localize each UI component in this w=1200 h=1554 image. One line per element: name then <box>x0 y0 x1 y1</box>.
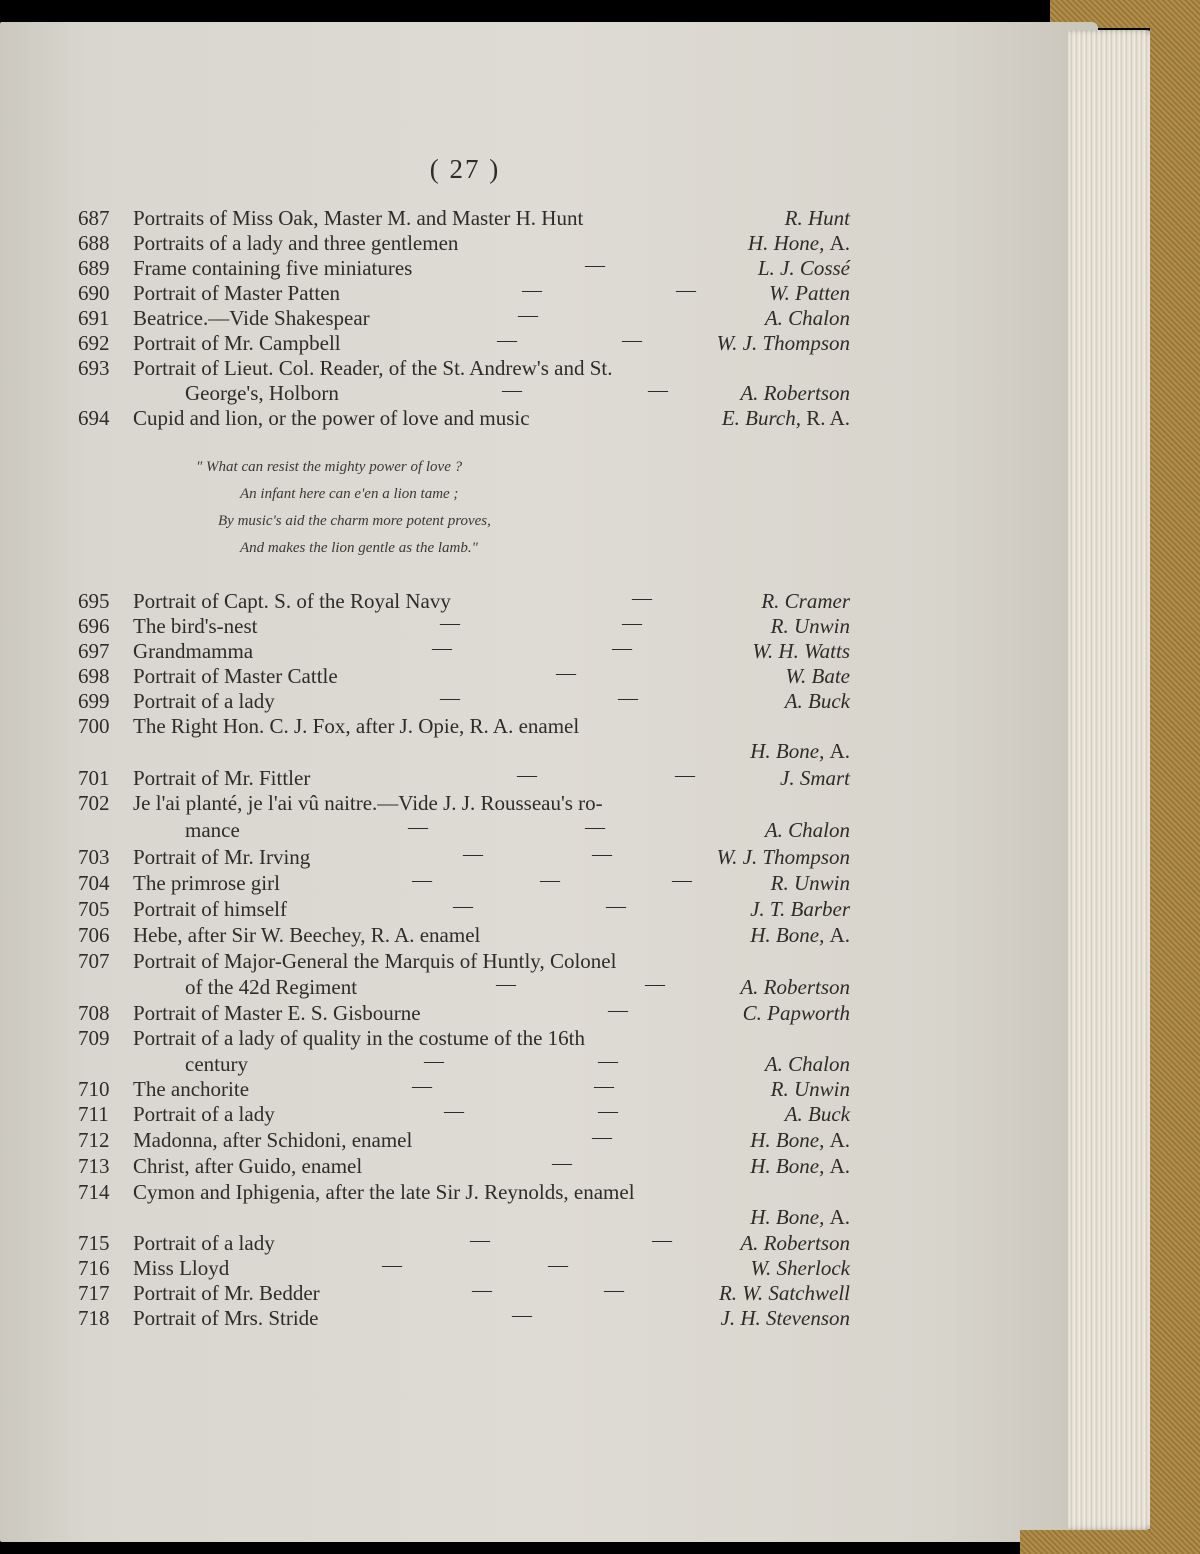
entry-title: The Right Hon. C. J. Fox, after J. Opie, R. A. enamel <box>133 714 580 738</box>
entry-title: Miss Lloyd <box>133 1256 230 1280</box>
entry-title: Madonna, after Schidoni, enamel <box>133 1128 413 1152</box>
dash-separator: — <box>424 1050 444 1072</box>
catalogue-entry <box>0 791 1068 819</box>
entry-number: 705 <box>78 897 110 921</box>
dash-separator: — <box>585 254 605 276</box>
entry-artist: C. Papworth <box>742 1001 850 1025</box>
dash-separator: — <box>440 612 460 634</box>
catalogue-entry-continued <box>0 739 1068 767</box>
dash-separator: — <box>440 687 460 709</box>
entry-number: 691 <box>78 306 110 330</box>
catalogue-entry <box>0 1154 1068 1182</box>
entry-number: 697 <box>78 639 110 663</box>
entry-title: Portrait of a lady of quality in the costume of the 16th <box>133 1026 585 1050</box>
entry-number: 702 <box>78 791 110 815</box>
entry-number: 717 <box>78 1281 110 1305</box>
entry-artist: A. Buck <box>784 1102 850 1126</box>
catalogue-entry <box>0 664 1068 692</box>
entry-artist: L. J. Cossé <box>757 256 850 280</box>
dash-separator: — <box>522 279 542 301</box>
entry-number: 707 <box>78 949 110 973</box>
dash-separator: — <box>606 895 626 917</box>
entry-artist: H. Bone, A. <box>750 739 850 763</box>
entry-number: 700 <box>78 714 110 738</box>
catalogue-entry-continued <box>0 381 1068 409</box>
dash-separator: — <box>648 379 668 401</box>
dash-separator: — <box>618 687 638 709</box>
entry-artist: W. J. Thompson <box>716 331 850 355</box>
dash-separator: — <box>612 637 632 659</box>
dash-separator: — <box>608 999 628 1021</box>
entry-title: Portrait of Mr. Bedder <box>133 1281 320 1305</box>
catalogue-entry <box>0 714 1068 742</box>
entry-artist: J. Smart <box>780 766 850 790</box>
entry-artist: A. Robertson <box>740 1231 850 1255</box>
catalogue-entry <box>0 1026 1068 1054</box>
dash-separator: — <box>412 869 432 891</box>
catalogue-entry <box>0 1077 1068 1105</box>
entry-title: Portrait of Master Cattle <box>133 664 338 688</box>
dash-separator: — <box>502 379 522 401</box>
dash-separator: — <box>598 1050 618 1072</box>
entry-number: 713 <box>78 1154 110 1178</box>
entry-title: The bird's-nest <box>133 614 258 638</box>
book-cover-right <box>1150 0 1200 1554</box>
catalogue-entry <box>0 897 1068 925</box>
verse-line: By music's aid the charm more potent proves, <box>218 513 491 529</box>
page-number: ( 27 ) <box>429 154 501 184</box>
dash-separator: — <box>592 1126 612 1148</box>
entry-title: Christ, after Guido, enamel <box>133 1154 363 1178</box>
entry-artist: H. Hone, A. <box>747 231 850 255</box>
catalogue-entry <box>0 1281 1068 1309</box>
dash-separator: — <box>548 1254 568 1276</box>
verse-line: And makes the lion gentle as the lamb." <box>240 540 478 556</box>
dash-separator: — <box>472 1279 492 1301</box>
entry-artist: R. Unwin <box>770 871 850 895</box>
dash-separator: — <box>408 816 428 838</box>
dash-separator: — <box>453 895 473 917</box>
entry-title: Portraits of Miss Oak, Master M. and Master H. Hunt <box>133 206 584 230</box>
entry-artist: R. Unwin <box>770 1077 850 1101</box>
catalogue-entry <box>0 949 1068 977</box>
entry-number: 692 <box>78 331 110 355</box>
dash-separator: — <box>518 304 538 326</box>
dash-separator: — <box>652 1229 672 1251</box>
entry-title: The primrose girl <box>133 871 280 895</box>
page-edges <box>1068 30 1156 1530</box>
entry-artist: A. Robertson <box>740 975 850 999</box>
catalogue-entry-continued <box>0 1052 1068 1080</box>
entry-number: 693 <box>78 356 110 380</box>
entry-artist: R. Cramer <box>761 589 850 613</box>
entry-title-continued: of the 42d Regiment <box>185 975 358 999</box>
verse-line: " What can resist the mighty power of love ? <box>196 459 463 475</box>
entry-title: Portrait of Master E. S. Gisbourne <box>133 1001 421 1025</box>
entry-number: 694 <box>78 406 110 430</box>
entry-artist: A. Chalon <box>764 1052 850 1076</box>
entry-title: Portrait of Major-General the Marquis of Huntly, Colonel <box>133 949 617 973</box>
dash-separator: — <box>675 764 695 786</box>
entry-title: Portrait of a lady <box>133 1102 275 1126</box>
entry-title: Hebe, after Sir W. Beechey, R. A. enamel <box>133 923 481 947</box>
catalogue-entry <box>0 1306 1068 1334</box>
entry-number: 699 <box>78 689 110 713</box>
entry-artist: H. Bone, A. <box>750 923 850 947</box>
entry-artist: J. T. Barber <box>750 897 850 921</box>
entry-number: 714 <box>78 1180 110 1204</box>
catalogue-entry-continued <box>0 1205 1068 1233</box>
entry-artist: W. Sherlock <box>750 1256 850 1280</box>
entry-title: Portrait of Master Patten <box>133 281 341 305</box>
entry-number: 718 <box>78 1306 110 1330</box>
entry-title: Cupid and lion, or the power of love and music <box>133 406 530 430</box>
dash-separator: — <box>540 869 560 891</box>
dash-separator: — <box>444 1100 464 1122</box>
dash-separator: — <box>592 843 612 865</box>
dash-separator: — <box>463 843 483 865</box>
dash-separator: — <box>470 1229 490 1251</box>
entry-number: 716 <box>78 1256 110 1280</box>
entry-title: Portrait of Mr. Campbell <box>133 331 341 355</box>
catalogue-entry <box>0 1231 1068 1259</box>
dash-separator: — <box>594 1075 614 1097</box>
entry-number: 710 <box>78 1077 110 1101</box>
entry-number: 687 <box>78 206 110 230</box>
dash-separator: — <box>496 973 516 995</box>
entry-number: 689 <box>78 256 110 280</box>
dash-separator: — <box>622 329 642 351</box>
entry-number: 712 <box>78 1128 110 1152</box>
entry-artist: H. Bone, A. <box>750 1205 850 1229</box>
entry-number: 703 <box>78 845 110 869</box>
catalogue-entry <box>0 766 1068 794</box>
entry-number: 715 <box>78 1231 110 1255</box>
catalogue-entry <box>0 231 1068 259</box>
catalogue-entry <box>0 1256 1068 1284</box>
entry-title: Portrait of a lady <box>133 1231 275 1255</box>
entry-number: 708 <box>78 1001 110 1025</box>
verse-line: An infant here can e'en a lion tame ; <box>240 486 459 502</box>
entry-artist: W. J. Thompson <box>716 845 850 869</box>
catalogue-entry <box>0 871 1068 899</box>
dash-separator: — <box>382 1254 402 1276</box>
entry-artist: R. Hunt <box>784 206 850 230</box>
dash-separator: — <box>412 1075 432 1097</box>
entry-title: Portraits of a lady and three gentlemen <box>133 231 459 255</box>
entry-title: Portrait of Capt. S. of the Royal Navy <box>133 589 451 613</box>
dash-separator: — <box>632 587 652 609</box>
entry-number: 709 <box>78 1026 110 1050</box>
catalogue-entry <box>0 206 1068 234</box>
dash-separator: — <box>432 637 452 659</box>
entry-title: Beatrice.—Vide Shakespear <box>133 306 370 330</box>
catalogue-entry <box>0 639 1068 667</box>
catalogue-entry <box>0 589 1068 617</box>
entry-artist: R. Unwin <box>770 614 850 638</box>
catalogue-entry <box>0 306 1068 334</box>
entry-artist: A. Buck <box>784 689 850 713</box>
dash-separator: — <box>622 612 642 634</box>
entry-number: 696 <box>78 614 110 638</box>
entry-number: 711 <box>78 1102 109 1126</box>
dash-separator: — <box>556 662 576 684</box>
entry-number: 706 <box>78 923 110 947</box>
catalogue-entry <box>0 331 1068 359</box>
entry-number: 701 <box>78 766 110 790</box>
entry-title: Portrait of Lieut. Col. Reader, of the St. Andrew's and St. <box>133 356 613 380</box>
catalogue-entry <box>0 356 1068 384</box>
entry-title: Portrait of himself <box>133 897 287 921</box>
entry-artist: H. Bone, A. <box>750 1154 850 1178</box>
entry-title-continued: George's, Holborn <box>185 381 339 405</box>
catalogue-entry <box>0 1102 1068 1130</box>
entry-artist: H. Bone, A. <box>750 1128 850 1152</box>
entry-number: 688 <box>78 231 110 255</box>
dash-separator: — <box>585 816 605 838</box>
dash-separator: — <box>517 764 537 786</box>
entry-title: Portrait of a lady <box>133 689 275 713</box>
entry-title: Portrait of Mrs. Stride <box>133 1306 319 1330</box>
entry-artist: W. Bate <box>785 664 850 688</box>
dash-separator: — <box>552 1152 572 1174</box>
catalogue-entry <box>0 406 1068 434</box>
entry-title: Portrait of Mr. Fittler <box>133 766 311 790</box>
dash-separator: — <box>676 279 696 301</box>
entry-number: 704 <box>78 871 110 895</box>
entry-number: 690 <box>78 281 110 305</box>
catalogue-entry-continued <box>0 818 1068 846</box>
dash-separator: — <box>598 1100 618 1122</box>
entry-artist: W. Patten <box>769 281 850 305</box>
entry-artist: A. Robertson <box>740 381 850 405</box>
entry-title: Je l'ai planté, je l'ai vû naitre.—Vide J. J. Rousseau's ro- <box>133 791 603 815</box>
dash-separator: — <box>645 973 665 995</box>
dash-separator: — <box>672 869 692 891</box>
catalogue-entry-continued <box>0 975 1068 1003</box>
catalogue-entry <box>0 689 1068 717</box>
catalogue-entry <box>0 845 1068 873</box>
entry-title: Frame containing five miniatures <box>133 256 413 280</box>
entry-title: Cymon and Iphigenia, after the late Sir J. Reynolds, enamel <box>133 1180 635 1204</box>
entry-artist: J. H. Stevenson <box>720 1306 850 1330</box>
dash-separator: — <box>512 1304 532 1326</box>
entry-artist: W. H. Watts <box>752 639 850 663</box>
entry-title: The anchorite <box>133 1077 250 1101</box>
catalogue-entry <box>0 1128 1068 1156</box>
dash-separator: — <box>497 329 517 351</box>
entry-title-continued: century <box>185 1052 248 1076</box>
entry-artist: R. W. Satchwell <box>718 1281 850 1305</box>
entry-artist: E. Burch, R. A. <box>721 406 850 430</box>
entry-artist: A. Chalon <box>764 818 850 842</box>
catalogue-entry <box>0 923 1068 951</box>
entry-number: 698 <box>78 664 110 688</box>
entry-title-continued: mance <box>185 818 240 842</box>
catalogue-entry <box>0 1001 1068 1029</box>
entry-title: Portrait of Mr. Irving <box>133 845 311 869</box>
entry-number: 695 <box>78 589 110 613</box>
entry-artist: A. Chalon <box>764 306 850 330</box>
catalogue-entry <box>0 614 1068 642</box>
dash-separator: — <box>604 1279 624 1301</box>
entry-title: Grandmamma <box>133 639 254 663</box>
catalogue-entry <box>0 1180 1068 1208</box>
